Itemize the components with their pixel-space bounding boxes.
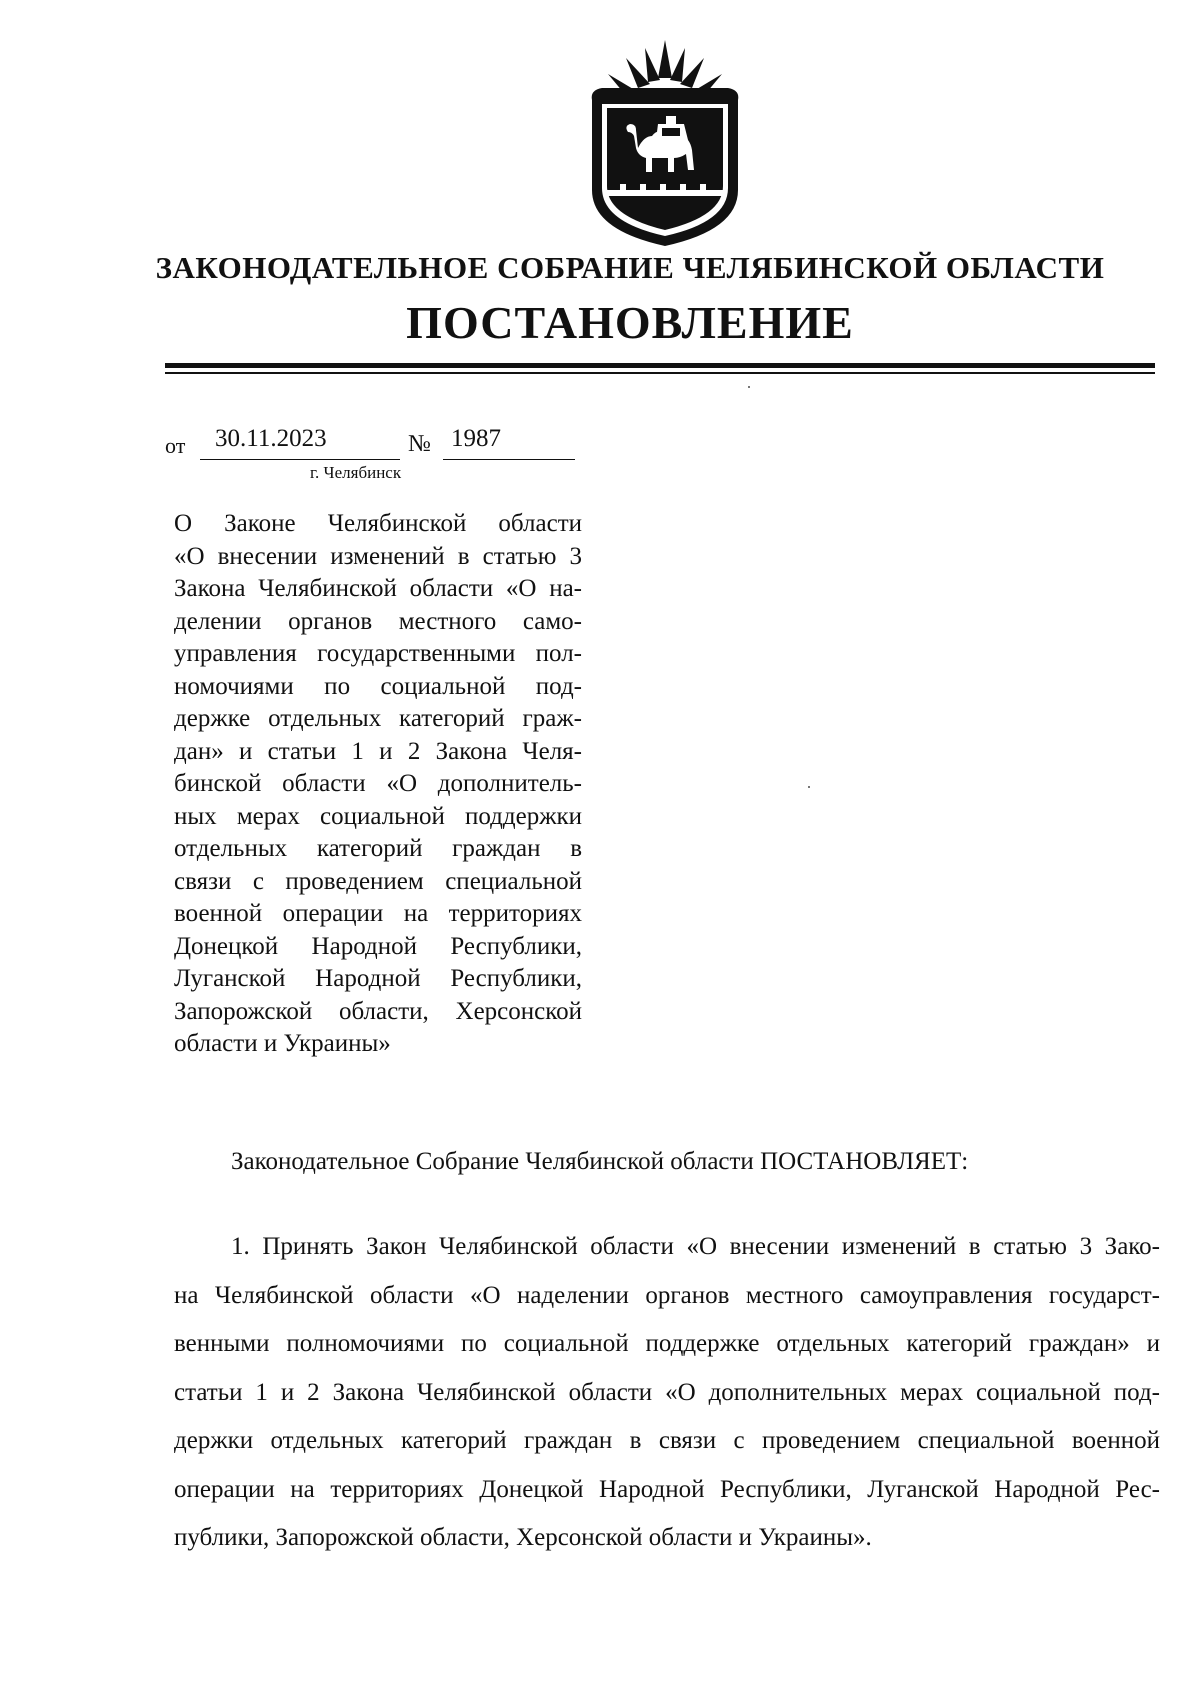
subject-line: Запорожской области, Херсонской — [174, 997, 582, 1025]
number-label: № — [408, 431, 431, 457]
subject-line: дан» и статьи 1 и 2 Закона Челя- — [174, 737, 582, 765]
body-line: 1. Принять Закон Челябинской области «О внесении изменений в статью 3 Зако- — [231, 1233, 1160, 1260]
header-divider-thin — [165, 372, 1155, 374]
subject-line: ных мерах социальной поддержки — [174, 802, 582, 830]
document-subject — [174, 508, 582, 1061]
body-line: операции на территориях Донецкой Народной Республики, Луганской Народной Рес- — [174, 1475, 1160, 1503]
subject-line: Донецкой Народной Республики, — [174, 932, 582, 960]
date-label: от — [165, 433, 186, 458]
date-field — [200, 425, 400, 460]
decree-item-1 — [174, 1223, 1160, 1563]
subject-line: держке отдельных категорий граж- — [174, 705, 582, 732]
header-divider-thick — [165, 363, 1155, 368]
body-line: венными полномочиями по социальной поддержке отдельных категорий граждан» и — [174, 1330, 1160, 1357]
subject-line: «О внесении изменений в статью 3 — [174, 542, 582, 570]
subject-line: О Законе Челябинской области — [174, 510, 582, 537]
subject-line: бинской области «О дополнитель- — [174, 770, 582, 797]
subject-line: военной операции на территориях — [174, 900, 582, 927]
subject-line: делении органов местного само- — [174, 607, 582, 635]
subject-line: Закона Челябинской области «О на- — [174, 575, 582, 602]
body-line: держки отдельных категорий граждан в связи с проведением специальной военной — [174, 1427, 1160, 1454]
subject-line: Луганской Народной Республики, — [174, 965, 582, 992]
document-number: 1987 — [451, 425, 501, 452]
number-field — [443, 425, 575, 460]
subject-line: связи с проведением специальной — [174, 867, 582, 895]
subject-line: номочиями по социальной под- — [174, 672, 582, 700]
document-type-title: ПОСТАНОВЛЕНИЕ — [406, 297, 854, 348]
scan-speck — [748, 386, 750, 388]
document-meta — [165, 425, 665, 465]
decree-intro: Законодательное Собрание Челябинской области ПОСТАНОВЛЯЕТ: — [231, 1148, 969, 1175]
body-line: статьи 1 и 2 Закона Челябинской области «О дополнительных мерах социальной под- — [174, 1378, 1160, 1406]
chelyabinsk-coat-of-arms-icon — [580, 40, 750, 250]
subject-line: отдельных категорий граждан в — [174, 835, 582, 862]
scan-speck — [808, 786, 810, 788]
body-line: на Челябинской области «О наделении органов местного самоуправления государст- — [174, 1281, 1160, 1309]
organization-name: ЗАКОНОДАТЕЛЬНОЕ СОБРАНИЕ ЧЕЛЯБИНСКОЙ ОБЛАСТИ — [155, 250, 1105, 285]
document-city: г. Челябинск — [310, 463, 402, 482]
subject-line: управления государственными пол- — [174, 640, 582, 667]
document-date: 30.11.2023 — [215, 425, 327, 452]
body-line: публики, Запорожской области, Херсонской области и Украины». — [174, 1524, 872, 1551]
subject-line: области и Украины» — [174, 1030, 391, 1057]
